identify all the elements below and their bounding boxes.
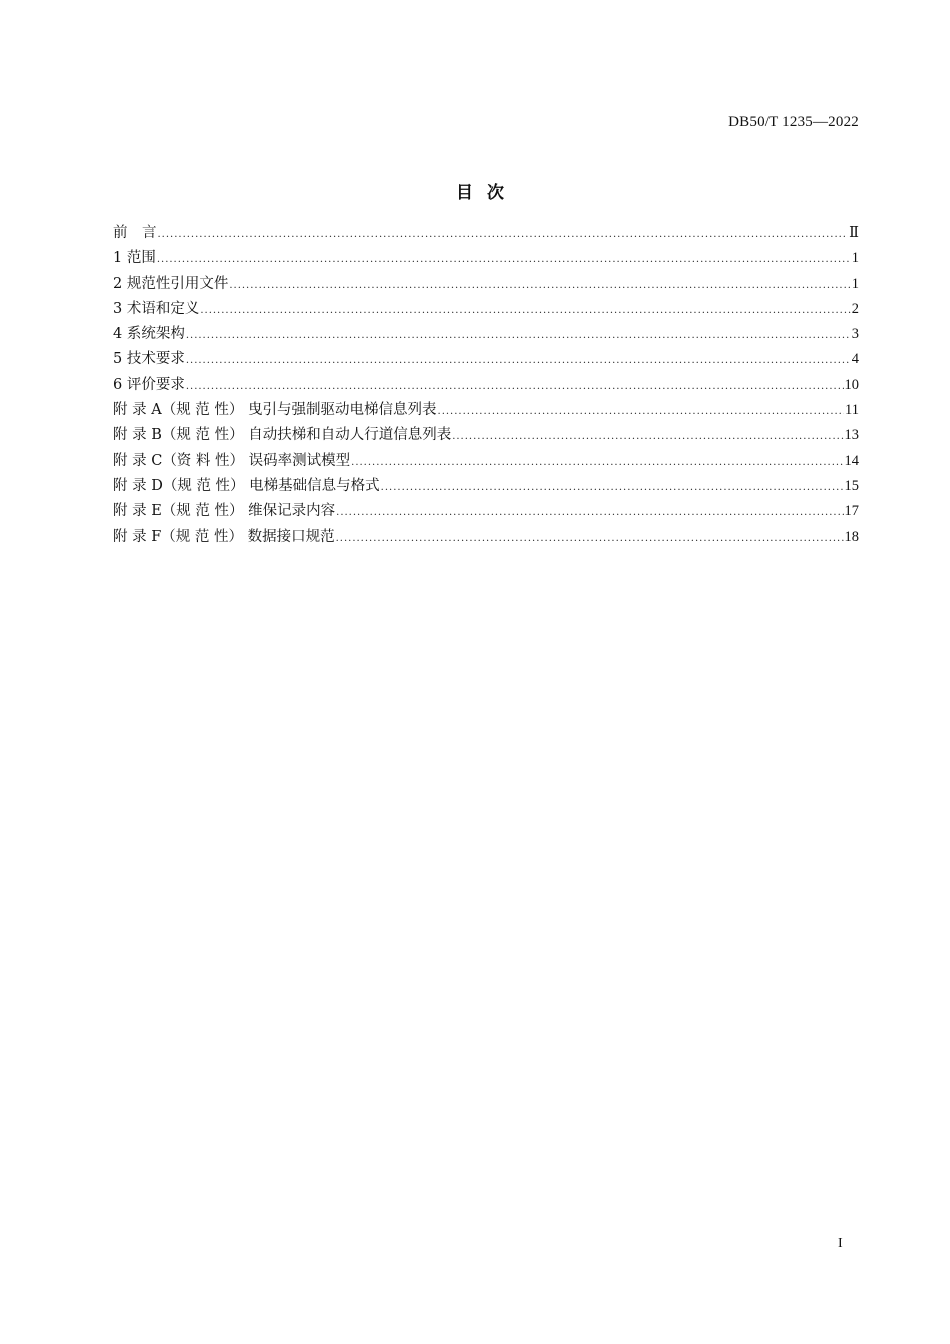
toc-entry-label: 附 录 D（规 范 性） 电梯基础信息与格式 <box>113 477 380 494</box>
dot-leader <box>438 399 845 424</box>
toc-entry-page: 15 <box>844 477 859 494</box>
toc-entry-label: 6 评价要求 <box>113 376 185 393</box>
toc-entry-technical-requirements[interactable] <box>113 347 859 372</box>
page-number: I <box>838 1236 843 1251</box>
toc-entry-page: 11 <box>845 402 859 419</box>
toc-entry-label: 2 规范性引用文件 <box>113 275 229 292</box>
toc-entry-appendix-e[interactable] <box>113 499 859 524</box>
toc-entry-label: 附 录 E（规 范 性） 维保记录内容 <box>113 503 336 520</box>
toc-entry-foreword[interactable] <box>113 221 859 246</box>
toc-entry-appendix-d[interactable] <box>113 474 859 499</box>
toc-entry-page: 1 <box>851 250 859 267</box>
dot-leader <box>200 298 850 323</box>
dot-leader <box>381 475 844 500</box>
toc-entry-page: 13 <box>844 427 859 444</box>
dot-leader <box>351 450 843 475</box>
toc-entry-scope[interactable] <box>113 246 859 271</box>
toc-entry-page: 17 <box>844 503 859 520</box>
dot-leader <box>229 273 850 298</box>
toc-title: 目次 <box>456 183 518 203</box>
dot-leader <box>186 323 851 348</box>
toc-entry-label: 前 言 <box>113 225 157 241</box>
toc-entry-label: 4 系统架构 <box>113 326 185 343</box>
toc-entry-label: 3 术语和定义 <box>113 300 200 317</box>
dot-leader <box>186 374 844 399</box>
toc-entry-page: 4 <box>851 351 859 368</box>
toc-entry-system-architecture[interactable] <box>113 322 859 347</box>
dot-leader <box>336 500 843 525</box>
toc-entry-page: Ⅱ <box>849 225 859 241</box>
toc-entry-label: 附 录 B（规 范 性） 自动扶梯和自动人行道信息列表 <box>113 427 452 444</box>
dot-leader <box>336 526 844 551</box>
toc-entry-appendix-a[interactable] <box>113 398 859 423</box>
toc-entry-terms-definitions[interactable] <box>113 297 859 322</box>
dot-leader <box>158 222 849 247</box>
toc-entry-page: 1 <box>851 275 859 292</box>
toc-entry-label: 1 范围 <box>113 250 156 267</box>
toc-entry-appendix-b[interactable] <box>113 423 859 448</box>
toc-entry-label: 附 录 C（资 料 性） 误码率测试模型 <box>113 452 351 469</box>
dot-leader <box>452 424 843 449</box>
toc-entry-evaluation-requirements[interactable] <box>113 373 859 398</box>
dot-leader <box>157 247 851 272</box>
table-of-contents <box>113 221 859 550</box>
toc-entry-page: 18 <box>844 528 859 545</box>
toc-entry-page: 3 <box>851 326 859 343</box>
toc-entry-appendix-f[interactable] <box>113 525 859 550</box>
toc-entry-normative-references[interactable] <box>113 272 859 297</box>
toc-entry-appendix-c[interactable] <box>113 449 859 474</box>
toc-entry-label: 附 录 F（规 范 性） 数据接口规范 <box>113 528 335 545</box>
toc-entry-page: 14 <box>844 452 859 469</box>
document-code: DB50/T 1235—2022 <box>728 114 859 130</box>
toc-entry-label: 附 录 A（规 范 性） 曳引与强制驱动电梯信息列表 <box>113 402 437 419</box>
toc-entry-page: 10 <box>844 376 859 393</box>
toc-entry-page: 2 <box>851 300 859 317</box>
dot-leader <box>186 348 851 373</box>
toc-entry-label: 5 技术要求 <box>113 351 185 368</box>
